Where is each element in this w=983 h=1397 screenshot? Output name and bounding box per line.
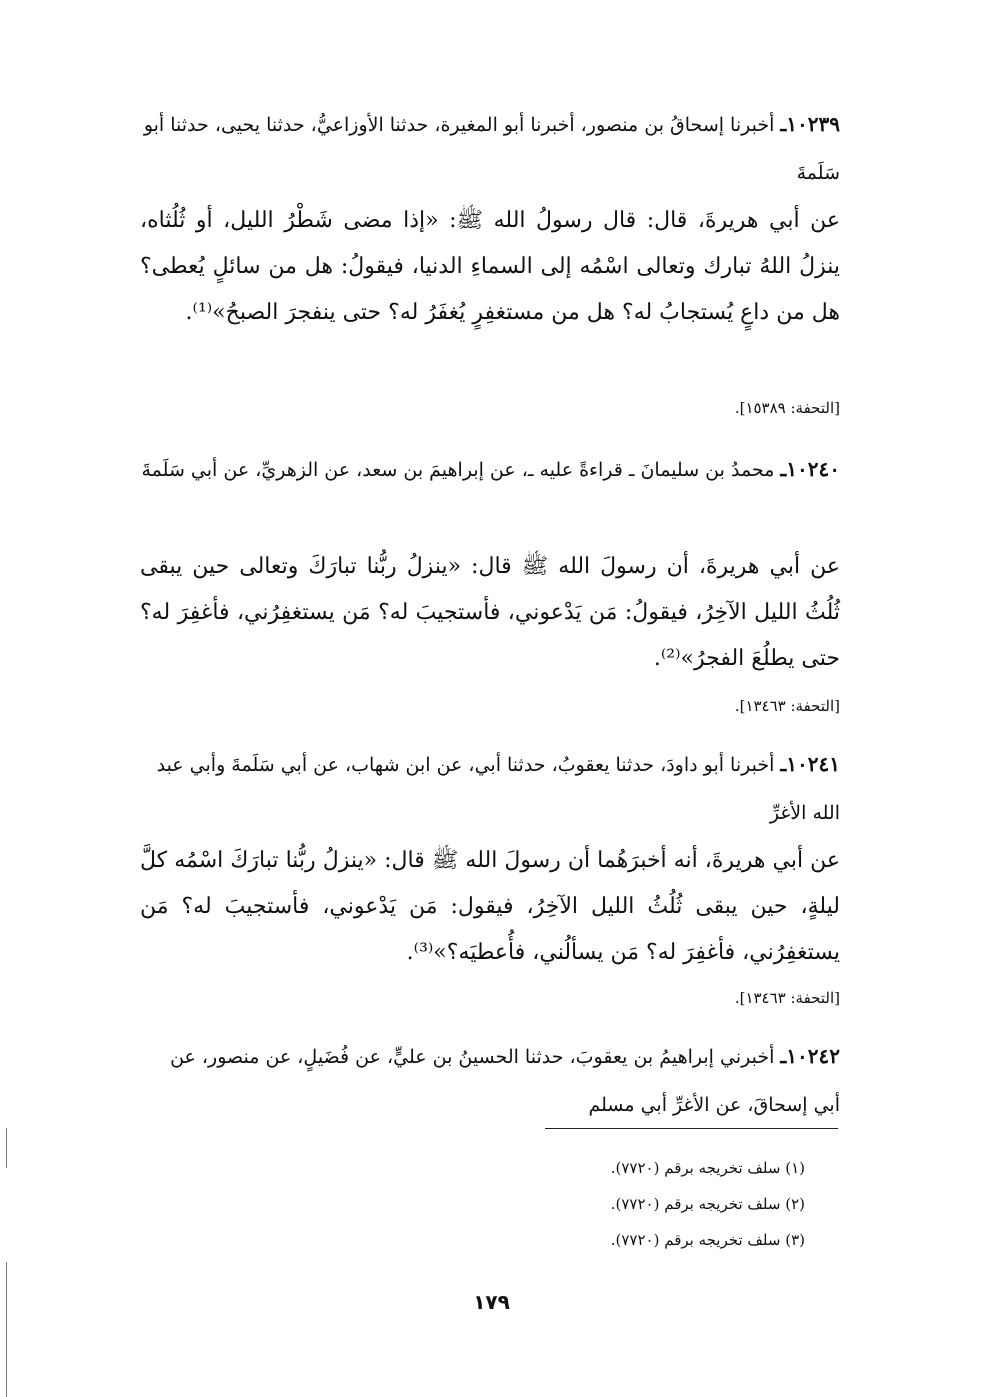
hadith-1239-matn: عن أبي هريرةَ، قال: قال رسولُ الله ﷺ: «إذا مضى شَطْرُ الليل، أو ثُلُثاه، ينزلُ اللهُ تبارك وتعالى اسْمُه إلى السماءِ الدنيا، فيقولُ: هل من سائلٍ يُعطى؟ هل من داعٍ يُستجابُ له؟ هل من مستغفِرٍ يُغفَرُ له؟ حتى ينفجرَ الصبحُ»⁽¹⁾.: [140, 208, 840, 325]
page-number: ١٧٩: [473, 1290, 510, 1314]
hadith-1239-isnad: [140, 100, 840, 197]
scan-edge-mark: [6, 1128, 7, 1168]
hadith-1241-tuhfa: [التحفة: ١٣٤٦٣].: [734, 989, 840, 1007]
hadith-1240-matn: عن أبي هريرةَ، أن رسولَ الله ﷺ قال: «ينزلُ ربُّنا تبارَكَ وتعالى حين يبقى ثُلُثُ الليل الآخِرُ، فيقولُ: مَن يَدْعوني، فأستجيبَ له؟ مَن يستغفِرُني، فأغفِرَ له؟ حتى يطلُعَ الفجرُ»⁽²⁾.: [140, 554, 840, 671]
hadith-1240-isnad: [140, 445, 840, 494]
footnote-separator: [545, 1128, 838, 1129]
hadith-1239-number: ١٠٢٣٩ـ: [780, 112, 840, 136]
hadith-1241-number: ١٠٢٤١ـ: [780, 752, 840, 776]
footnote-1: (١) سلف تخريجه برقم (٧٧٢٠).: [610, 1159, 805, 1177]
scan-edge-mark: [6, 1262, 7, 1397]
hadith-1241-isnad: [140, 740, 840, 837]
hadith-1240-isnad-text: محمدُ بن سليمانَ ـ قراءةً عليه ـ، عن إبراهيمَ بن سعد، عن الزهريِّ، عن أبي سَلَمةَ: [141, 459, 775, 481]
footnote-3: (٣) سلف تخريجه برقم (٧٧٢٠).: [610, 1231, 805, 1249]
hadith-1242-number: ١٠٢٤٢ـ: [780, 1044, 840, 1068]
hadith-1240-tuhfa: [التحفة: ١٣٤٦٣].: [734, 697, 840, 715]
hadith-1241-isnad-text: أخبرنا أبو داودَ، حدثنا يعقوبُ، حدثنا أبي، عن ابن شهاب، عن أبي سَلَمةَ وأبي عبد الله الأغرِّ: [156, 754, 840, 824]
hadith-1239-tuhfa: [التحفة: ١٥٣٨٩].: [734, 399, 840, 417]
hadith-1240-number: ١٠٢٤٠ـ: [780, 457, 840, 481]
footnote-2: (٢) سلف تخريجه برقم (٧٧٢٠).: [610, 1195, 805, 1213]
hadith-1239-isnad-text: أخبرنا إسحاقُ بن منصور، أخبرنا أبو المغيرة، حدثنا الأوزاعيُّ، حدثنا يحيى، حدثنا أبو سَلَمةَ: [143, 114, 840, 184]
hadith-1242-isnad-text: أخبرني إبراهيمُ بن يعقوبَ، حدثنا الحسينُ بن عليٍّ، عن فُضَيلٍ، عن منصور، عن أبي إسحاقَ، عن الأغرِّ أبي مسلم: [170, 1046, 840, 1116]
hadith-1241-matn: عن أبي هريرةَ، أنه أخبرَهُما أن رسولَ الله ﷺ قال: «ينزلُ ربُّنا تبارَكَ اسْمُه كلَّ ليلةٍ، حين يبقى ثُلُثُ الليل الآخِرُ، فيقول: مَن يَدْعوني، فأستجيبَ له؟ مَن يستغفِرُني، فأغفِرَ له؟ مَن يسألُني، فأُعطيَه؟»⁽³⁾.: [140, 848, 840, 965]
hadith-1242-isnad: [140, 1032, 840, 1129]
